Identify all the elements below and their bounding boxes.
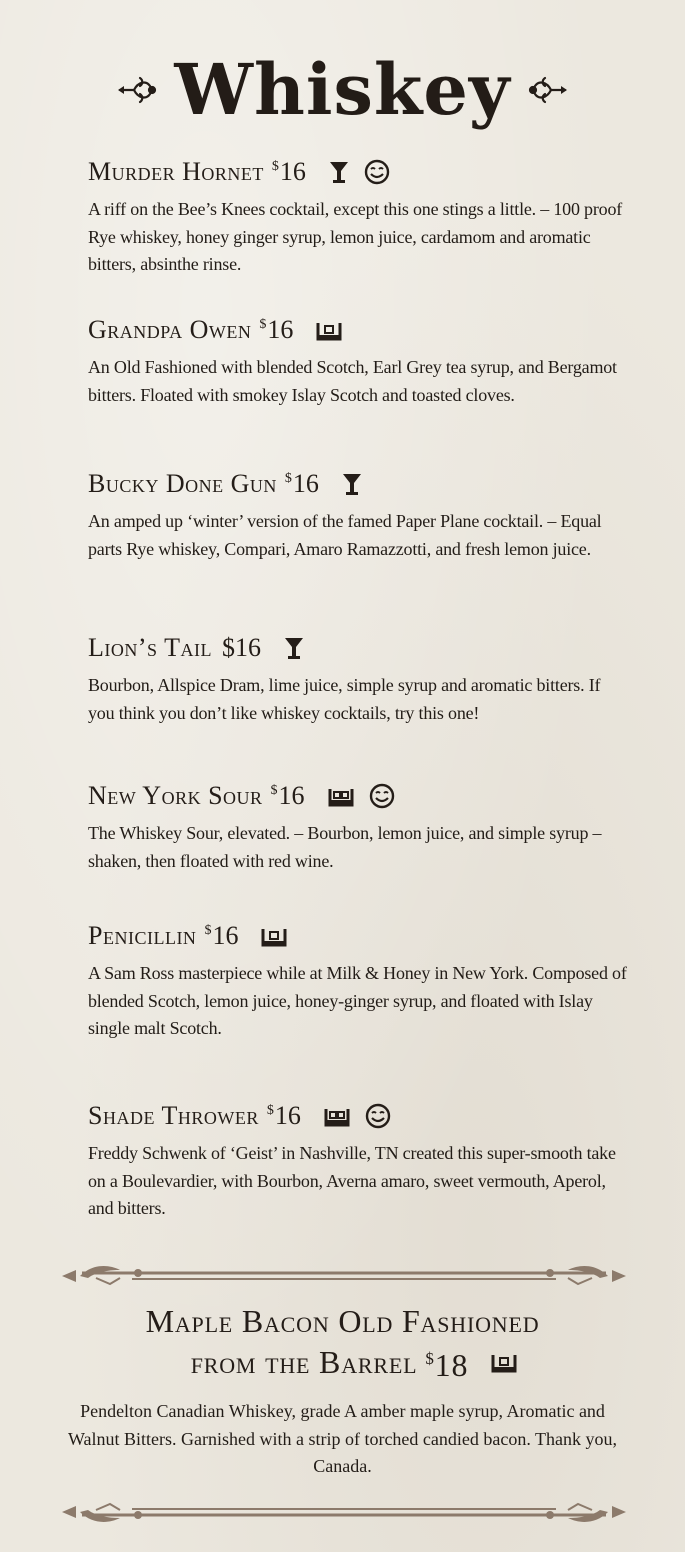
item-price: $16 xyxy=(266,1101,301,1130)
menu-item-lions-tail xyxy=(88,628,628,727)
martini-glass-icon xyxy=(283,635,305,661)
item-name: Shade Thrower xyxy=(88,1101,259,1130)
smiley-face-icon xyxy=(363,1103,393,1129)
martini-glass-icon xyxy=(341,471,363,497)
item-price: $16 xyxy=(284,469,319,498)
menu-item-grandpa-owen xyxy=(88,310,628,409)
item-description: An Old Fashioned with blended Scotch, Earl Grey tea syrup, and Bergamot bitters. Floated with smokey Islay Scotch and toasted cloves. xyxy=(88,357,617,405)
ornamental-divider-bottom xyxy=(62,1500,626,1526)
item-name: Penicillin xyxy=(88,921,197,950)
featured-item-price: $18 xyxy=(425,1347,469,1383)
featured-item-title-line1: Maple Bacon Old Fashioned xyxy=(145,1303,540,1339)
item-name: Grandpa Owen xyxy=(88,315,252,344)
item-name: New York Sour xyxy=(88,781,263,810)
item-name: Murder Hornet xyxy=(88,157,264,186)
rocks-glass-ice-icon xyxy=(327,783,355,809)
menu-item-bucky-done-gun xyxy=(88,464,628,563)
rocks-glass-icon xyxy=(260,923,288,949)
smiley-face-icon xyxy=(362,159,392,185)
item-description: Bourbon, Allspice Dram, lime juice, simple syrup and aromatic bitters. If you think you don’t like whiskey cocktails, try this one! xyxy=(88,675,601,723)
ornamental-divider-top xyxy=(62,1262,626,1288)
featured-item-description: Pendelton Canadian Whiskey, grade A amber maple syrup, Aromatic and Walnut Bitters. Garnished with a strip of torched candied bacon. Thank you, Canada. xyxy=(67,1401,618,1476)
page-header xyxy=(0,40,685,140)
featured-item-title-line2: from the Barrel $18 xyxy=(60,1340,625,1384)
martini-glass-icon xyxy=(328,159,350,185)
item-price: $16 xyxy=(221,633,261,662)
menu-item-shade-thrower xyxy=(88,1096,628,1223)
item-price: $16 xyxy=(259,315,294,344)
item-description: The Whiskey Sour, elevated. – Bourbon, lemon juice, and simple syrup – shaken, then floated with red wine. xyxy=(88,823,602,871)
item-description: Freddy Schwenk of ‘Geist’ in Nashville, TN created this super-smooth take on a Boulevardier, with Bourbon, Averna amaro, sweet vermouth, Aperol, and bitters. xyxy=(88,1143,616,1218)
menu-item-penicillin xyxy=(88,916,628,1043)
item-price: $16 xyxy=(270,781,305,810)
rocks-glass-icon xyxy=(490,1349,518,1375)
featured-item-maple-bacon xyxy=(60,1302,625,1481)
item-description: An amped up ‘winter’ version of the famed Paper Plane cocktail. – Equal parts Rye whiskey, Compari, Amaro Ramazzotti, and fresh lemon juice. xyxy=(88,511,602,559)
flourish-right-icon xyxy=(525,68,569,112)
flourish-left-icon xyxy=(116,68,160,112)
item-description: A Sam Ross masterpiece while at Milk & Honey in New York. Composed of blended Scotch, lemon juice, honey-ginger syrup, and floated with Islay single malt Scotch. xyxy=(88,963,627,1038)
item-name: Bucky Done Gun xyxy=(88,469,277,498)
rocks-glass-icon xyxy=(315,317,343,343)
menu-item-murder-hornet xyxy=(88,152,628,279)
item-description: A riff on the Bee’s Knees cocktail, except this one stings a little. – 100 proof Rye whiskey, honey ginger syrup, lemon juice, cardamom and aromatic bitters, absinthe rinse. xyxy=(88,199,623,274)
smiley-face-icon xyxy=(367,783,397,809)
item-price: $16 xyxy=(204,921,239,950)
menu-item-new-york-sour xyxy=(88,776,628,875)
page-title: Whiskey xyxy=(174,48,511,131)
rocks-glass-ice-icon xyxy=(323,1103,351,1129)
item-name: Lion’s Tail xyxy=(88,633,212,662)
item-price: $16 xyxy=(271,157,306,186)
